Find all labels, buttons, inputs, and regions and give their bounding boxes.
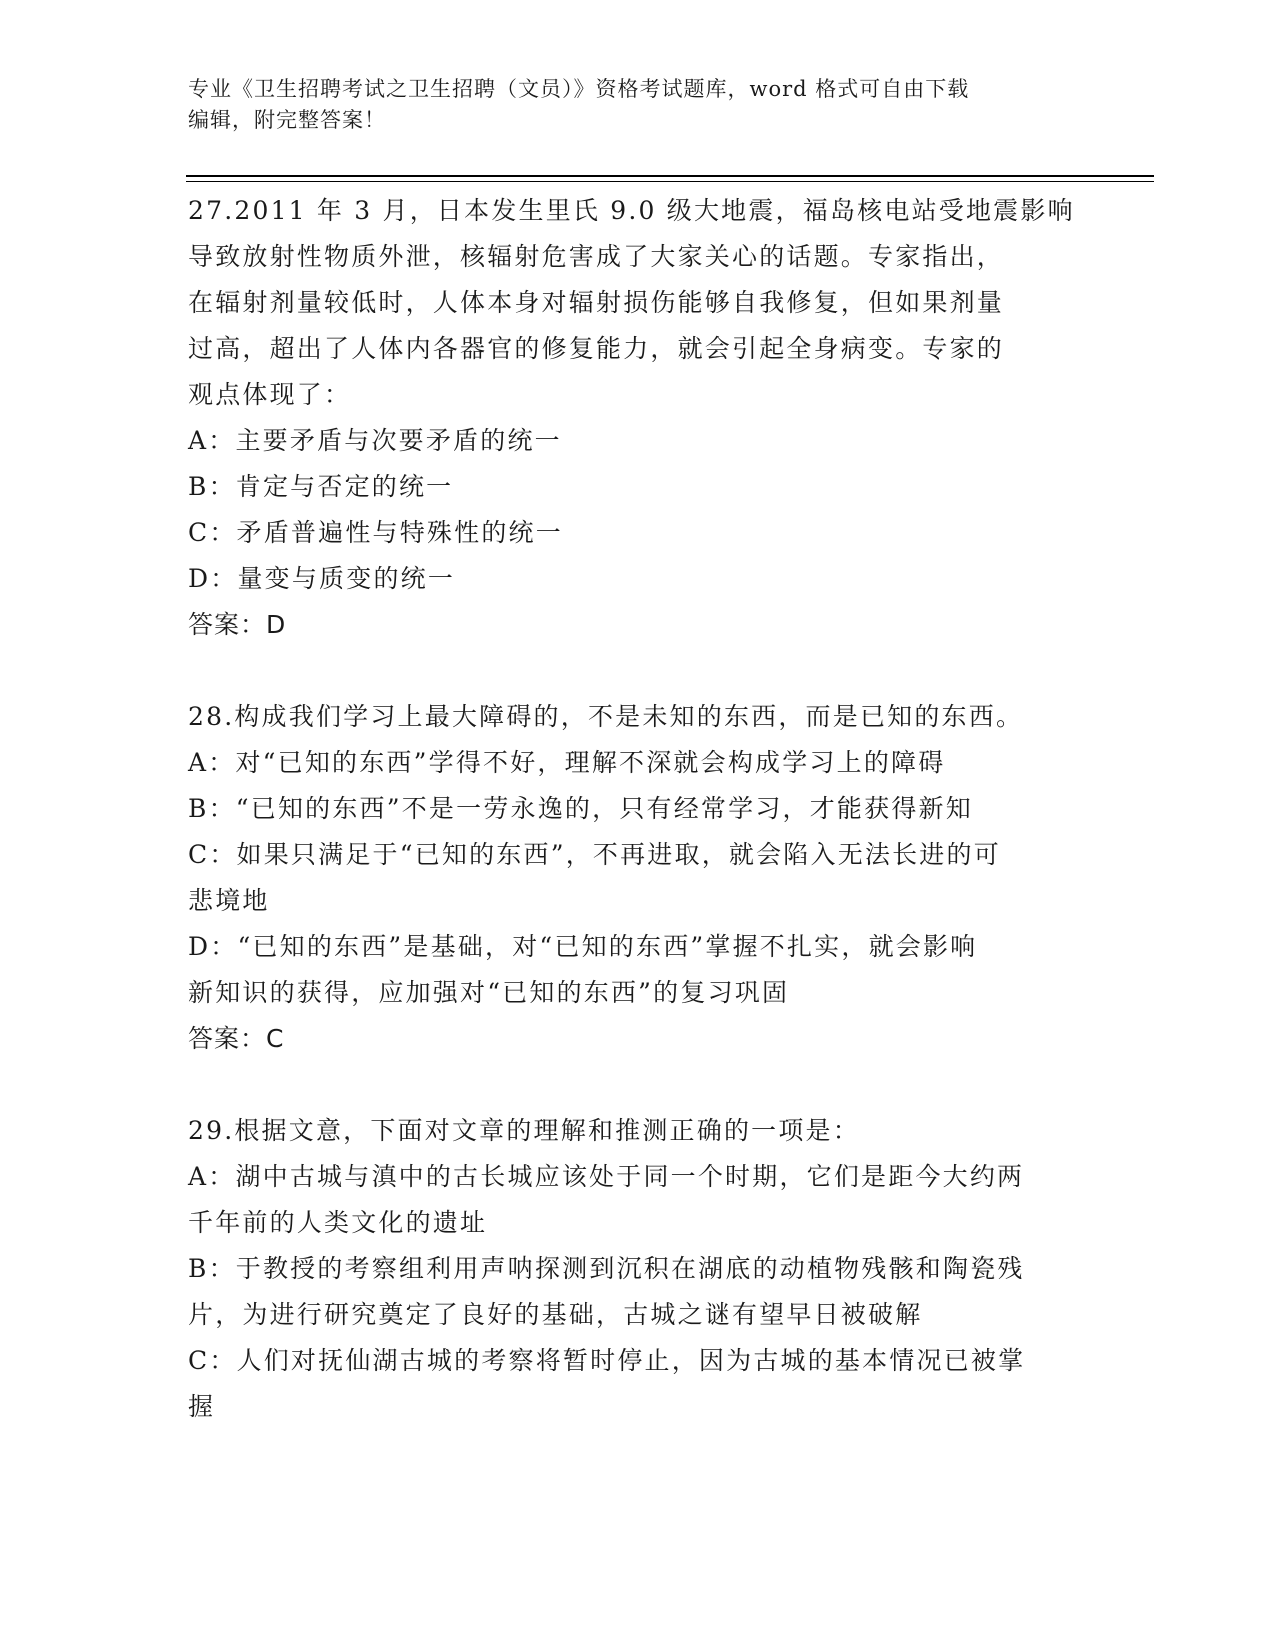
header-line-2: 编辑，附完整答案！ bbox=[188, 108, 386, 132]
answer-option bbox=[188, 786, 1088, 832]
answer-option bbox=[188, 1154, 1088, 1246]
answer-option-line: D：量变与质变的统一 bbox=[188, 564, 456, 593]
correct-answer: 答案：C bbox=[188, 1024, 285, 1053]
question-block bbox=[188, 1108, 1088, 1430]
answer-option bbox=[188, 740, 1088, 786]
question-stem-line: 过高，超出了人体内各器官的修复能力，就会引起全身病变。专家的 bbox=[188, 334, 1005, 363]
answer-option-line: C：如果只满足于“已知的东西”，不再进取，就会陷入无法长进的可 bbox=[188, 840, 1001, 869]
question-stem-line: 28.构成我们学习上最大障碍的，不是未知的东西，而是已知的东西。 bbox=[188, 702, 1024, 731]
answer-option-line: A：湖中古城与滇中的古长城应该处于同一个时期，它们是距今大约两 bbox=[188, 1162, 1025, 1191]
answer-option bbox=[188, 556, 1088, 602]
question-stem-line: 导致放射性物质外泄，核辐射危害成了大家关心的话题。专家指出， bbox=[188, 242, 1005, 271]
answer-option-line: C：人们对抚仙湖古城的考察将暂时停止，因为古城的基本情况已被掌 bbox=[188, 1346, 1026, 1375]
answer-option bbox=[188, 1246, 1088, 1338]
answer-option bbox=[188, 464, 1088, 510]
correct-answer: 答案：D bbox=[188, 610, 287, 639]
question-stem-line: 29.根据文意，下面对文章的理解和推测正确的一项是： bbox=[188, 1116, 860, 1145]
answer-option-line: B：“已知的东西”不是一劳永逸的，只有经常学习，才能获得新知 bbox=[188, 794, 973, 823]
answer-option-line: D：“已知的东西”是基础，对“已知的东西”掌握不扎实，就会影响 bbox=[188, 932, 978, 961]
question-list bbox=[188, 188, 1088, 1430]
answer-option-line: 新知识的获得，应加强对“已知的东西”的复习巩固 bbox=[188, 978, 790, 1007]
answer-option bbox=[188, 418, 1088, 464]
answer-option-line: A：主要矛盾与次要矛盾的统一 bbox=[188, 426, 562, 455]
header-line-1: 专业《卫生招聘考试之卫生招聘（文员）》资格考试题库，word 格式可自由下载 bbox=[188, 77, 970, 101]
answer-option-line: B：于教授的考察组利用声呐探测到沉积在湖底的动植物残骸和陶瓷残 bbox=[188, 1254, 1025, 1283]
document-header bbox=[188, 74, 1068, 136]
question-stem-line: 27.2011 年 3 月，日本发生里氏 9.0 级大地震，福岛核电站受地震影响 bbox=[188, 196, 1075, 225]
answer-option-line: A：对“已知的东西”学得不好，理解不深就会构成学习上的障碍 bbox=[188, 748, 946, 777]
answer-option-line: 悲境地 bbox=[188, 886, 270, 915]
header-divider-thin bbox=[186, 181, 1154, 182]
answer-option bbox=[188, 1338, 1088, 1430]
answer-option bbox=[188, 832, 1088, 924]
header-divider-thick bbox=[186, 175, 1154, 177]
answer-option bbox=[188, 924, 1088, 1016]
answer-option-line: 千年前的人类文化的遗址 bbox=[188, 1208, 488, 1237]
question-stem-line: 在辐射剂量较低时，人体本身对辐射损伤能够自我修复，但如果剂量 bbox=[188, 288, 1005, 317]
question-stem-line: 观点体现了： bbox=[188, 380, 352, 409]
question-block bbox=[188, 694, 1088, 1062]
question-block bbox=[188, 188, 1088, 648]
answer-option-line: B：肯定与否定的统一 bbox=[188, 472, 454, 501]
answer-option-line: C：矛盾普遍性与特殊性的统一 bbox=[188, 518, 563, 547]
answer-option bbox=[188, 510, 1088, 556]
answer-option-line: 片，为进行研究奠定了良好的基础，古城之谜有望早日被破解 bbox=[188, 1300, 923, 1329]
answer-option-line: 握 bbox=[188, 1392, 216, 1421]
